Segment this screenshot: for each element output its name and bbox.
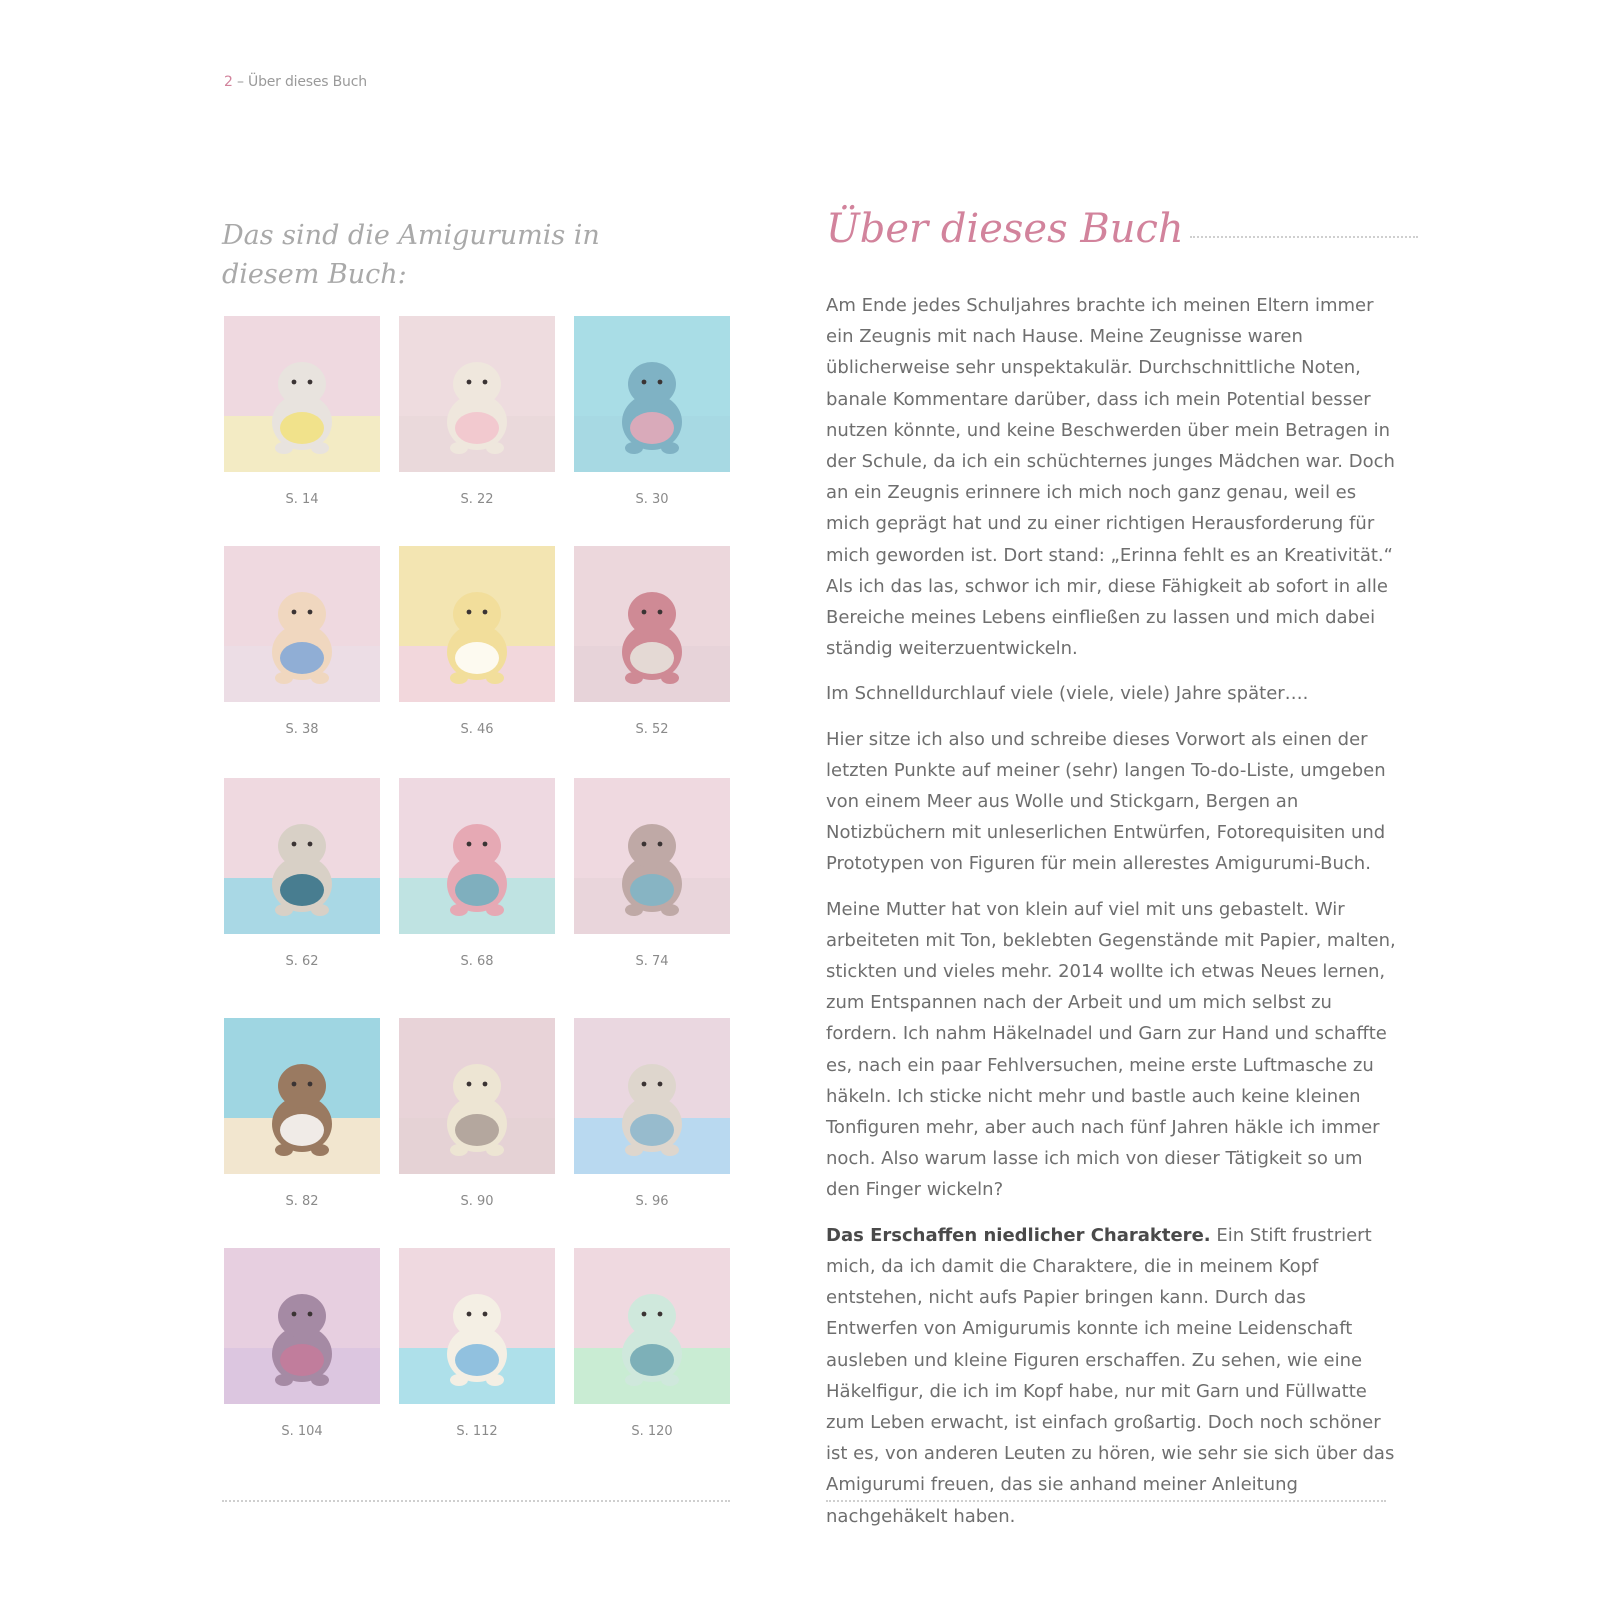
page-reference: S. 38 bbox=[285, 722, 319, 737]
amigurumi-photo bbox=[399, 778, 555, 934]
gallery-item bbox=[399, 778, 555, 969]
gallery-item bbox=[399, 316, 555, 507]
amigurumi-photo bbox=[399, 1018, 555, 1174]
running-head-section: Über dieses Buch bbox=[248, 74, 367, 90]
foreword-text bbox=[826, 290, 1396, 1546]
amigurumi-photo bbox=[399, 1248, 555, 1404]
page-reference: S. 68 bbox=[460, 954, 494, 969]
paragraph-lead-in: Das Erschaffen niedlicher Charaktere. bbox=[826, 1224, 1211, 1246]
amigurumi-photo bbox=[224, 778, 380, 934]
amigurumi-photo bbox=[574, 316, 730, 472]
amigurumi-photo bbox=[224, 1248, 380, 1404]
page-reference: S. 120 bbox=[631, 1424, 673, 1439]
page-reference: S. 112 bbox=[456, 1424, 498, 1439]
gallery-item bbox=[399, 1018, 555, 1209]
gallery-item bbox=[574, 778, 730, 969]
page-number: 2 bbox=[224, 74, 233, 90]
page-reference: S. 22 bbox=[460, 492, 494, 507]
foreword-paragraph: Das Erschaffen niedlicher Charaktere. Ein Stift frustriert mich, da ich damit die Charaktere, die in meinem Kopf entstehen, nicht aufs Papier bringen kann. Durch das Entwerfen von Amigurumis konnte ich meine Leidenschaft ausleben und kleine Figuren erschaffen. Zu sehen, wie eine Häkelfigur, die ich im Kopf habe, nur mit Garn und Füllwatte zum Leben erwacht, ist einfach großartig. Doch noch schöner ist es, von anderen Leuten zu hören, wie sehr sie sich über das Amigurumi freuen, das sie anhand meiner Anleitung nachgehäkelt haben. bbox=[826, 1224, 1395, 1527]
page-reference: S. 74 bbox=[635, 954, 669, 969]
page-reference: S. 52 bbox=[635, 722, 669, 737]
left-footer-divider bbox=[222, 1500, 730, 1502]
amigurumi-photo bbox=[574, 1248, 730, 1404]
title-divider bbox=[1190, 236, 1418, 238]
amigurumi-photo bbox=[224, 1018, 380, 1174]
page-title: Über dieses Buch bbox=[826, 206, 1184, 252]
foreword-paragraph: Meine Mutter hat von klein auf viel mit uns gebastelt. Wir arbeiteten mit Ton, beklebten Gegenstände mit Papier, malten, stickten und vieles mehr. 2014 wollte ich etwas Neues lernen, zum Entspannen nach der Arbeit und um mich selbst zu fordern. Ich nahm Häkelnadel und Garn zur Hand und schaffte es, nach ein paar Fehlversuchen, meine erste Luftmasche zu häkeln. Ich sticke nicht mehr und bastle auch keine kleinen Tonfiguren mehr, aber auch nach fünf Jahren häkle ich immer noch. Also warum lasse ich mich von dieser Tätigkeit so um den Finger wickeln? bbox=[826, 898, 1396, 1201]
amigurumi-photo bbox=[574, 778, 730, 934]
page-reference: S. 104 bbox=[281, 1424, 323, 1439]
page-reference: S. 46 bbox=[460, 722, 494, 737]
gallery-item bbox=[574, 1248, 730, 1439]
gallery-title: Das sind die Amigurumis in diesem Buch: bbox=[222, 220, 600, 290]
gallery-item bbox=[224, 546, 380, 737]
page-reference: S. 14 bbox=[285, 492, 319, 507]
page-reference: S. 30 bbox=[635, 492, 669, 507]
gallery-item bbox=[399, 546, 555, 737]
gallery-item bbox=[224, 316, 380, 507]
amigurumi-photo bbox=[399, 316, 555, 472]
gallery-item bbox=[574, 1018, 730, 1209]
page-reference: S. 96 bbox=[635, 1194, 669, 1209]
amigurumi-photo bbox=[224, 546, 380, 702]
gallery-item bbox=[224, 1018, 380, 1209]
page-reference: S. 90 bbox=[460, 1194, 494, 1209]
amigurumi-photo bbox=[574, 546, 730, 702]
foreword-paragraph: Im Schnelldurchlauf viele (viele, viele) Jahre später…. bbox=[826, 683, 1309, 705]
gallery-item bbox=[574, 316, 730, 507]
amigurumi-photo bbox=[399, 546, 555, 702]
gallery-item bbox=[224, 778, 380, 969]
page-reference: S. 82 bbox=[285, 1194, 319, 1209]
gallery-item bbox=[574, 546, 730, 737]
running-head-separator: – bbox=[232, 74, 249, 90]
gallery-item bbox=[224, 1248, 380, 1439]
right-footer-divider bbox=[826, 1500, 1386, 1502]
amigurumi-photo bbox=[224, 316, 380, 472]
foreword-paragraph: Am Ende jedes Schuljahres brachte ich meinen Eltern immer ein Zeugnis mit nach Hause. Meine Zeugnisse waren üblicherweise sehr unspektakulär. Durchschnittliche Noten, banale Kommentare darüber, dass ich mein Potential besser nutzen könnte, und keine Beschwerden über mein Betragen in der Schule, da ich ein schüchternes junges Mädchen war. Doch an ein Zeugnis erinnere ich mich noch ganz genau, weil es mich geprägt hat und zu einer richtigen Herausforderung für mich geworden ist. Dort stand: „Erinna fehlt es an Kreativität.“ Als ich das las, schwor ich mir, diese Fähigkeit ab sofort in alle Bereiche meines Lebens einfließen zu lassen und mich dabei ständig weiterzuentwickeln. bbox=[826, 295, 1395, 660]
amigurumi-photo bbox=[574, 1018, 730, 1174]
page-reference: S. 62 bbox=[285, 954, 319, 969]
foreword-paragraph: Hier sitze ich also und schreibe dieses Vorwort als einen der letzten Punkte auf meiner (sehr) langen To-do-Liste, umgeben von einem Meer aus Wolle und Stickgarn, Bergen an Notizbüchern mit unleserlichen Entwürfen, Fotorequisiten und Prototypen von Figuren für mein allerestes Amigurumi-Buch. bbox=[826, 728, 1386, 875]
gallery-item bbox=[399, 1248, 555, 1439]
